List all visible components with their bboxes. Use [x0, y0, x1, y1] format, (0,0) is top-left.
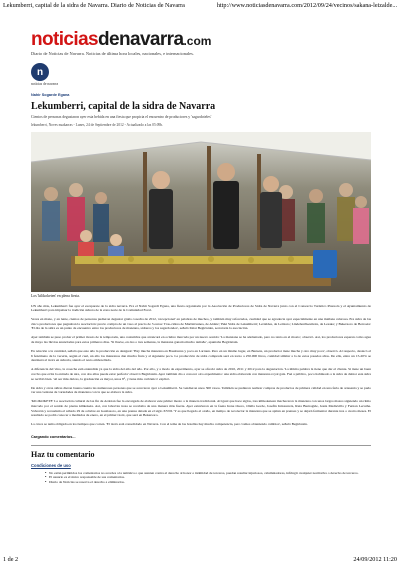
print-header [3, 2, 397, 10]
photo-festival-scene [31, 132, 371, 292]
list-item: • No están permitidos los comentarios no acordes a la temática o que atenten contra el derecho al honor e intimidad de terceros, puedan resultar injuriosos, calumniadores, infringir cualquier normativa o derecho de terceros. [45, 471, 371, 476]
list-item: • El usuario es el único responsable de sus comentarios. [45, 475, 371, 480]
print-date: 24/09/2012 11:20 [353, 556, 397, 563]
logo-part-noticias: noticias [31, 29, 98, 50]
list-item: • Diario de Noticias se reserva el derecho a eliminarlos. [45, 480, 371, 485]
logo-part-navarra: denavarra [98, 29, 184, 50]
print-page-title: Lekumberri, capital de la sidra de Navarra. Diario de Noticias de Navarra [3, 2, 185, 9]
article-paragraph: Veces en mano, y en lente, cientos de personas pudieron degustar gratis cosecha de 2012, 'excepcional' en palabras de muchos, y también muy reforzados, cualidad que se agradecía ayer especialmente en una mañana calurosa. Era sidra de las cinco productores que pugnaban la asociación: precio compra de un vaso al precio de 3 euros: Tras-cidrea de Martintxunea, de Aldatz; Yuki Sidra de Lekumberri; Lertaldea, de Leitzaro; Lindeberrikesmola, de Lesaka; y Bekersoro de Berroeta: 'El día de la sidra es un punto de encuentro entre los productores de manzana, sidreros y los sagardoteles', señaló Itziar Begiristain, secretaria la asociación. [31, 317, 371, 331]
article-paragraph: De sidra y otras sidras dieron buena cuenta las numerosas personas que se acercaron ayer a Lekumberri. Se vendieron unos 300 vasos. También se pudieron realizar compras de productos de primera calidad en una feria de artesanía y se pudo ver una ventana de variedades de manzana con la que se elabora la sidra. [31, 385, 371, 395]
conditions-link[interactable]: Condiciones de uso [31, 462, 71, 468]
print-footer [3, 556, 397, 564]
divider [31, 445, 371, 446]
site-tagline: Diario de Noticias de Navarra. Noticias de última hora locales, nacionales, e internacionales. [31, 51, 194, 56]
comments-loading: Cargando comentarios... [31, 434, 76, 439]
page-count: 1 de 2 [3, 556, 19, 563]
article-body [31, 304, 371, 427]
site-badge[interactable] [31, 63, 371, 81]
print-url: http://www.noticiasdenavarra.com/2012/09/24/vecinos/sakana-leizalde... [216, 2, 397, 9]
article-paragraph: En relación a la cantidad, señaló que este año la producción es desigual: 'Hay mucha manzana en Basaburua y poca en Larraun. Pero en un mismo lugar, en Beruete, un productor tiene mucha y otro muy poca', observó. Al respecto, destacó el 6 fenómeno de la vecería, según el cual, un año los manzanos dan mucha fruta y al siguiente poca. La producción de sidra comprada será en torno a 250.000 litros, cantidad similar a la de estos pasados años. De ella, entre un 15-20% se destinará al txotx en sidrería, siendo el resto embotellada. [31, 349, 371, 363]
article-section[interactable]: Nahir Sogarde Egana [31, 93, 70, 97]
comment-heading: Haz tu comentario [31, 449, 95, 459]
badge-label: noticias de navarra [31, 82, 59, 86]
article-paragraph: 'KILIKOKETE' La asociación cultural de las fin de Ardoian fue la encargada de elaborar este primer mosto a la manera tradicional. Al igual que hace siglos, tres kilikoketeen machacaron la manzana con unos largos mazos siguiendo un ritmo marcado por el sonido de piezas kilikoketa. Así, con labortxu tresa se recababa de una manera más fuerte. Ayer estuvieron en la faena Irene Osoro, Olalla Gorde, Josefin Intxaurrets, Ruta Burnagide, Jesús Medievilla y Fernan Lecuthe. Valverán y recaudaría el sábado 29 de octubre en Gastiasoro, en una prensa datada en el siglo XVIII. 'Y es que llegado el otoño, en tiempo de recolectar la manzana que se apilan en prensas y se dejará fermentar durante tres o cuatro meses. El resultado se podrá conocer a mediados de enero, en el primer txotx, que será en Bekersoro. [31, 399, 371, 418]
article-photo [31, 132, 371, 292]
article-meta: lekumberri, Noves nuakarras - Lunes, 24 de Septiembre de 2012 - Actualizado a las 05:09h. [31, 123, 164, 127]
logo-part-com: .com [183, 34, 212, 48]
article-paragraph: A diferencia del vino, la cosecha está entendida ya que la sidra del año del año. Por ello, y a modo de experimento, ayer se ofreció sidra de 2010, 2011 y 2012 para la degustación. 'La última palabra la tiene que dar el cliente. Si tiene un buen corcho que evita la entrada de aire, con dos años puede estar perfecta' observó Begiristain. Ayer también dio a conocer otro experimento: una sidra elaborada con manzana royal gala. Fué a público, poco habituado a la sidra de dulzor esta sidra se recibió bien. 'Al ser más dulces, la graduación es mayor, unos 8°, y tiene más carbónico' explicó. [31, 367, 371, 381]
article-paragraph: La cruce se tema obligada en los tiempos que corren. 'El txotx está consolidado en Navarra. Con el tema de las botellas hay mucha competencia, pero vamos obteniendo cambios', señaló Begiristain. [31, 422, 308, 427]
article-subtitle: Cientos de personas degustaron ayer esta bebida en una fiesta que propicia el encuentro de productores y 'sagardoteles' [31, 115, 212, 119]
site-logo[interactable] [31, 30, 371, 51]
badge-logo-icon: n [31, 63, 49, 81]
article-paragraph: Ayer también se puso probar el primer mosto de la temporada, una costumbre que arrancará en octubre marcada por un nuevo sonido: 'La manzana se ha adelantado, pero no tanto en el mosto', observó. Así, los productores esperan como agua de mayo las lluvias anunciadas para estos primeros días. 'Si llueve, en dos o tres semanas, la manzana ganaría mucho tamaño', apuntaba Begiristain. [31, 335, 371, 345]
article-paragraph: UN año más, Lekumberri fue ayer el escaparate de la sidra navarra. Era el Nahir Sogardi Egana, una fiesta organizada por la Asociación de Productores de Sidra de Navarra junto con el Consorcio Turístico Plazaola y el Ayuntamiento de Lekumberri para impulsar la tradición sidrera de la zona norte de la Comunidad Foral. [31, 303, 371, 313]
conditions-list [31, 471, 371, 485]
article-page [31, 30, 371, 485]
article-title: Lekumberri, capital de la sidra de Navarra [31, 101, 216, 112]
photo-caption: Los 'kilikoketen' en plena fiesta. [31, 294, 80, 298]
